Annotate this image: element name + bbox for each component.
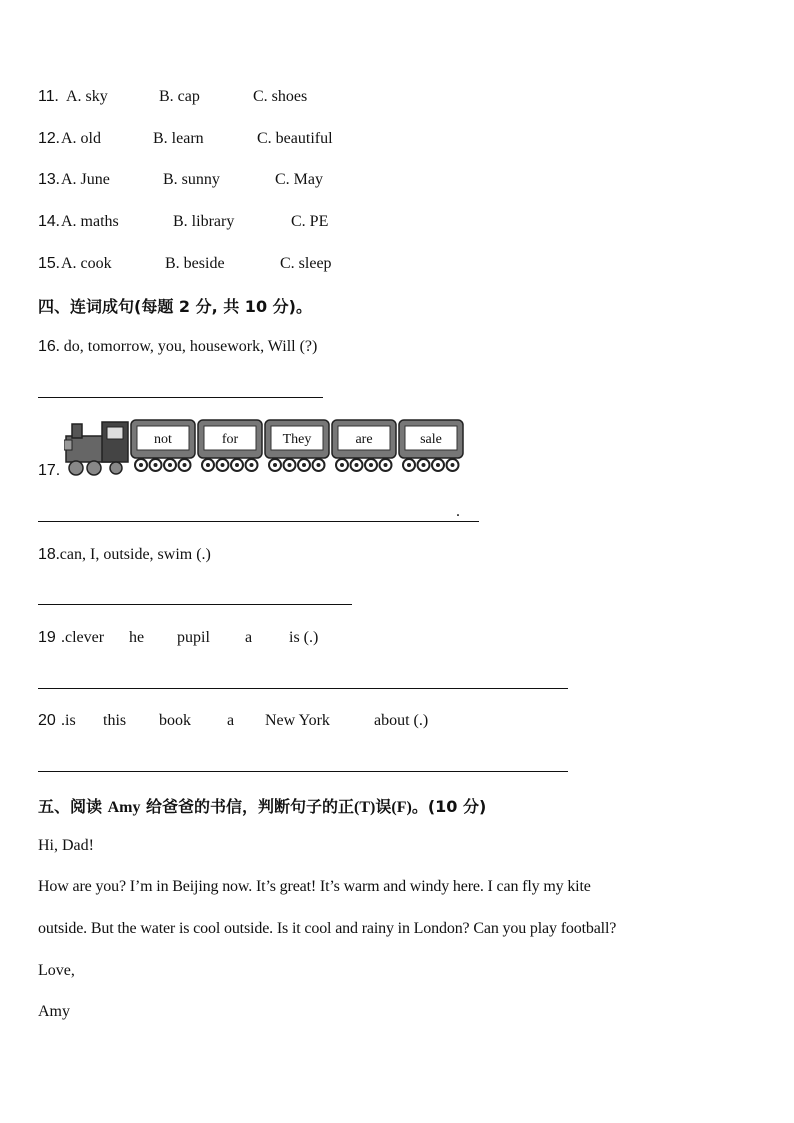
word: pupil <box>177 629 210 646</box>
section-4-title: 四、连词成句(每题 2 分, 共 10 分)。 <box>38 297 312 316</box>
question-text: .can, I, outside, swim (.) <box>55 546 211 563</box>
title-false-mark: (F) <box>391 799 412 816</box>
question-18 <box>38 546 211 564</box>
word: a <box>227 712 235 729</box>
train-car-1 <box>131 420 195 471</box>
title-part: 给爸爸的书信，判断句子的正 <box>140 797 355 816</box>
title-part: 。(10 分) <box>411 797 487 816</box>
word: a <box>245 629 253 646</box>
question-number: 13 <box>38 171 56 188</box>
answer-line-18[interactable] <box>38 604 352 605</box>
option-a: A. old <box>61 130 101 147</box>
train-illustration <box>64 418 468 478</box>
letter-line-2: outside. But the water is cool outside. Is it cool and rainy in London? Can you play football? <box>38 920 617 937</box>
question-number: 15 <box>38 255 56 272</box>
question-16 <box>38 338 317 356</box>
option-c: C. sleep <box>280 255 332 272</box>
option-b: B. library <box>173 213 235 230</box>
answer-line-19[interactable] <box>38 688 568 689</box>
train-car-word: sale <box>420 432 442 447</box>
word: book <box>159 712 191 729</box>
option-b: B. cap <box>159 88 200 105</box>
option-a: A. sky <box>66 88 108 105</box>
option-c: C. beautiful <box>257 130 333 147</box>
train-car-4 <box>332 420 396 471</box>
train-car-word: for <box>221 432 239 447</box>
section-5-title <box>38 794 486 817</box>
title-part: 误 <box>375 797 392 816</box>
option-b: B. learn <box>153 130 204 147</box>
question-number: 20 <box>38 712 56 729</box>
question-text: . do, tomorrow, you, housework, Will (?) <box>55 338 318 355</box>
letter-line-1: How are you? I’m in Beijing now. It’s great! It’s warm and windy here. I can fly my kite <box>38 878 591 895</box>
option-b: B. beside <box>165 255 225 272</box>
option-c: C. shoes <box>253 88 308 105</box>
answer-line-20[interactable] <box>38 771 568 772</box>
option-a: A. June <box>61 171 110 188</box>
question-sep: . <box>55 213 60 230</box>
word: New York <box>265 712 330 729</box>
word: about (.) <box>374 712 429 729</box>
option-a: A. maths <box>61 213 119 230</box>
train-car-5 <box>399 420 463 471</box>
option-c: C. May <box>275 171 323 188</box>
question-number: 16 <box>38 338 56 355</box>
answer-line-17[interactable] <box>38 521 479 522</box>
answer-line-16[interactable] <box>38 397 323 398</box>
question-number: 17. <box>38 462 61 479</box>
letter-greeting: Hi, Dad! <box>38 837 94 854</box>
title-name: Amy <box>107 799 141 816</box>
option-a: A. cook <box>61 255 112 272</box>
train-car-2 <box>198 420 262 471</box>
option-c: C. PE <box>291 213 329 230</box>
title-part: 五、阅读 <box>38 797 108 816</box>
word: he <box>129 629 145 646</box>
train-car-word: They <box>282 432 312 447</box>
word: .is <box>61 712 76 729</box>
question-number: 19 <box>38 629 56 646</box>
question-number: 14 <box>38 213 56 230</box>
locomotive-icon <box>64 422 128 475</box>
question-sep: . <box>55 171 60 188</box>
option-b: B. sunny <box>163 171 220 188</box>
word: this <box>103 712 127 729</box>
end-mark: . <box>456 503 460 520</box>
question-sep: . <box>55 130 60 147</box>
train-car-3 <box>265 420 329 471</box>
letter-signature: Amy <box>38 1003 70 1020</box>
train-car-word: are <box>355 432 373 447</box>
question-number: 11 <box>38 88 55 105</box>
word: .clever <box>61 629 105 646</box>
question-number: 18 <box>38 546 56 563</box>
question-sep: . <box>54 88 59 105</box>
title-true-mark: (T) <box>354 799 376 816</box>
letter-closing: Love, <box>38 962 75 979</box>
word: is (.) <box>289 629 319 646</box>
question-sep: . <box>55 255 60 272</box>
train-car-word: not <box>154 432 172 447</box>
question-number: 12 <box>38 130 56 147</box>
